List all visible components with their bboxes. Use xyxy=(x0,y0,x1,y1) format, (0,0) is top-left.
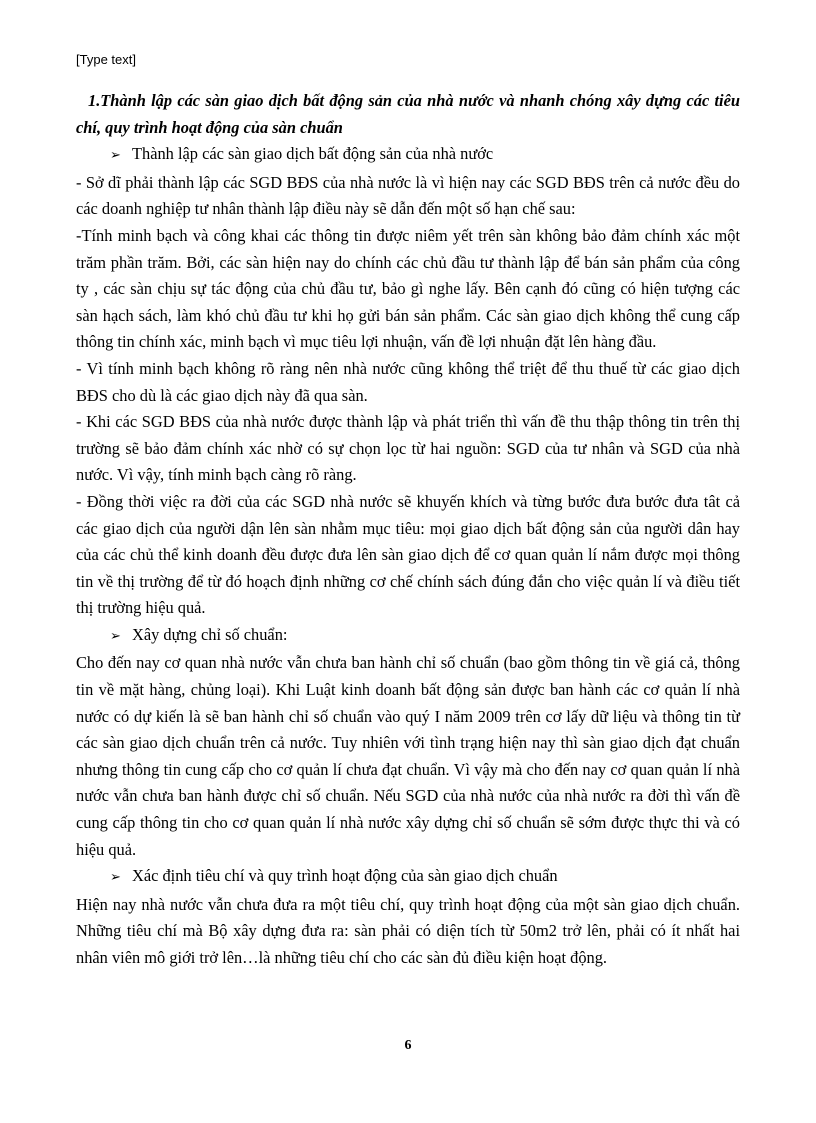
header-type-text: [Type text] xyxy=(76,52,136,67)
bullet-item-2 xyxy=(76,622,740,651)
arrow-bullet-icon: ➢ xyxy=(110,148,121,164)
bullet-text-3: Xác định tiêu chí và quy trình hoạt động của sàn giao dịch chuẩn xyxy=(132,866,558,886)
paragraph-6: Cho đến nay cơ quan nhà nước vẫn chưa ban hành chỉ số chuẩn (bao gồm thông tin về giá cả, thông tin về mặt hàng, chủng loại). Khi Luật kinh doanh bất động sản được ban hành các cơ quản lí nhà nước có dự kiến là sẽ ban hành chỉ số chuẩn vào quý I năm 2009 trên cơ lấy dữ liệu và thông tin từ các sàn giao dịch chuẩn trên cả nước. Tuy nhiên với tình trạng hiện nay thì sàn giao dịch đạt chuẩn nhưng thông tin cung cấp cho cơ quản lí chưa đạt chuẩn. Vì vậy mà cho đến nay cơ quan quản lí nhà nước vẫn chưa ban hành được chỉ số chuẩn. Nếu SGD của nhà nước của nhà nước ra đời thì vấn đề cung cấp thông tin cho cơ quan quản lí nhà nước xây dựng chỉ số chuẩn sẽ sớm được thực thi và có hiệu quả. xyxy=(76,653,740,859)
paragraph-7: Hiện nay nhà nước vẫn chưa đưa ra một tiêu chí, quy trình hoạt động của một sàn giao dịch chuẩn. Những tiêu chí mà Bộ xây dựng đưa ra: sàn phải có diện tích từ 50m2 trở lên, phải có ít nhất hai nhân viên mô giới trở lên…là những tiêu chí cho các sàn đủ điều kiện hoạt động. xyxy=(76,894,740,967)
arrow-bullet-icon: ➢ xyxy=(110,870,121,886)
section-heading: 1.Thành lập các sàn giao dịch bất động sản của nhà nước và nhanh chóng xây dựng các tiêu chí, quy trình hoạt động của sàn chuẩn xyxy=(76,91,740,137)
bullet-item-1 xyxy=(76,141,740,170)
document-body xyxy=(76,88,740,972)
paragraph-3: - Vì tính minh bạch không rõ ràng nên nhà nước cũng không thể triệt để thu thuế từ các giao dịch BĐS cho dù là các giao dịch này đã qua sàn. xyxy=(76,358,740,405)
page-number: 6 xyxy=(404,1038,412,1053)
arrow-bullet-icon: ➢ xyxy=(110,628,121,644)
paragraph-5: - Đồng thời việc ra đời của các SGD nhà nước sẽ khuyến khích và từng bước đưa bước đưa tât cả các giao dịch của người dận lên sàn nhằm mục tiêu: mọi giao dịch bất động sản của người dân hay của các chủ thể kinh doanh đều được đưa lên sàn giao dịch để cơ quan quản lí nắm được mọi thông tin về thị trường để từ đó hoạch định những cơ chế chính sách đúng đắn cho việc quản lí và điều tiết thị trường hiệu quả. xyxy=(76,491,740,618)
bullet-text-2: Xây dựng chỉ số chuẩn: xyxy=(132,624,288,644)
paragraph-1: - Sở dĩ phải thành lập các SGD BĐS của nhà nước là vì hiện nay các SGD BĐS trên cả nước đều do các doanh nghiệp tư nhân thành lập điều này sẽ dẫn đến một số hạn chế sau: xyxy=(76,172,740,219)
bullet-item-3 xyxy=(76,863,740,892)
paragraph-2: -Tính minh bạch và công khai các thông tin được niêm yết trên sàn không bảo đảm chính xác một trăm phần trăm. Bởi, các sàn hiện nay do chính các chủ đầu tư thành lập để bán sản phẩm của công ty , các sàn chịu sự tác động của chủ đầu tư, bảo gì nghe lấy. Bên cạnh đó cũng có hiện tượng các sàn hạch sách, làm khó chủ đầu tư khi họ gửi bán sản phẩm. Các sàn giao dịch không thể cung cấp thông tin chính xác, minh bạch vì mục tiêu lợi nhuận, vấn đề lợi nhuận đặt lên hàng đầu. xyxy=(76,225,740,352)
paragraph-4: - Khi các SGD BĐS của nhà nước được thành lập và phát triển thì vấn đề thu thập thông tin trên thị trường sẽ bảo đảm chính xác nhờ có sự chọn lọc từ hai nguồn: SGD của tư nhân và SGD của nhà nước. Vì vậy, tính minh bạch càng rõ ràng. xyxy=(76,412,740,485)
bullet-text-1: Thành lập các sàn giao dịch bất động sản của nhà nước xyxy=(132,144,494,164)
